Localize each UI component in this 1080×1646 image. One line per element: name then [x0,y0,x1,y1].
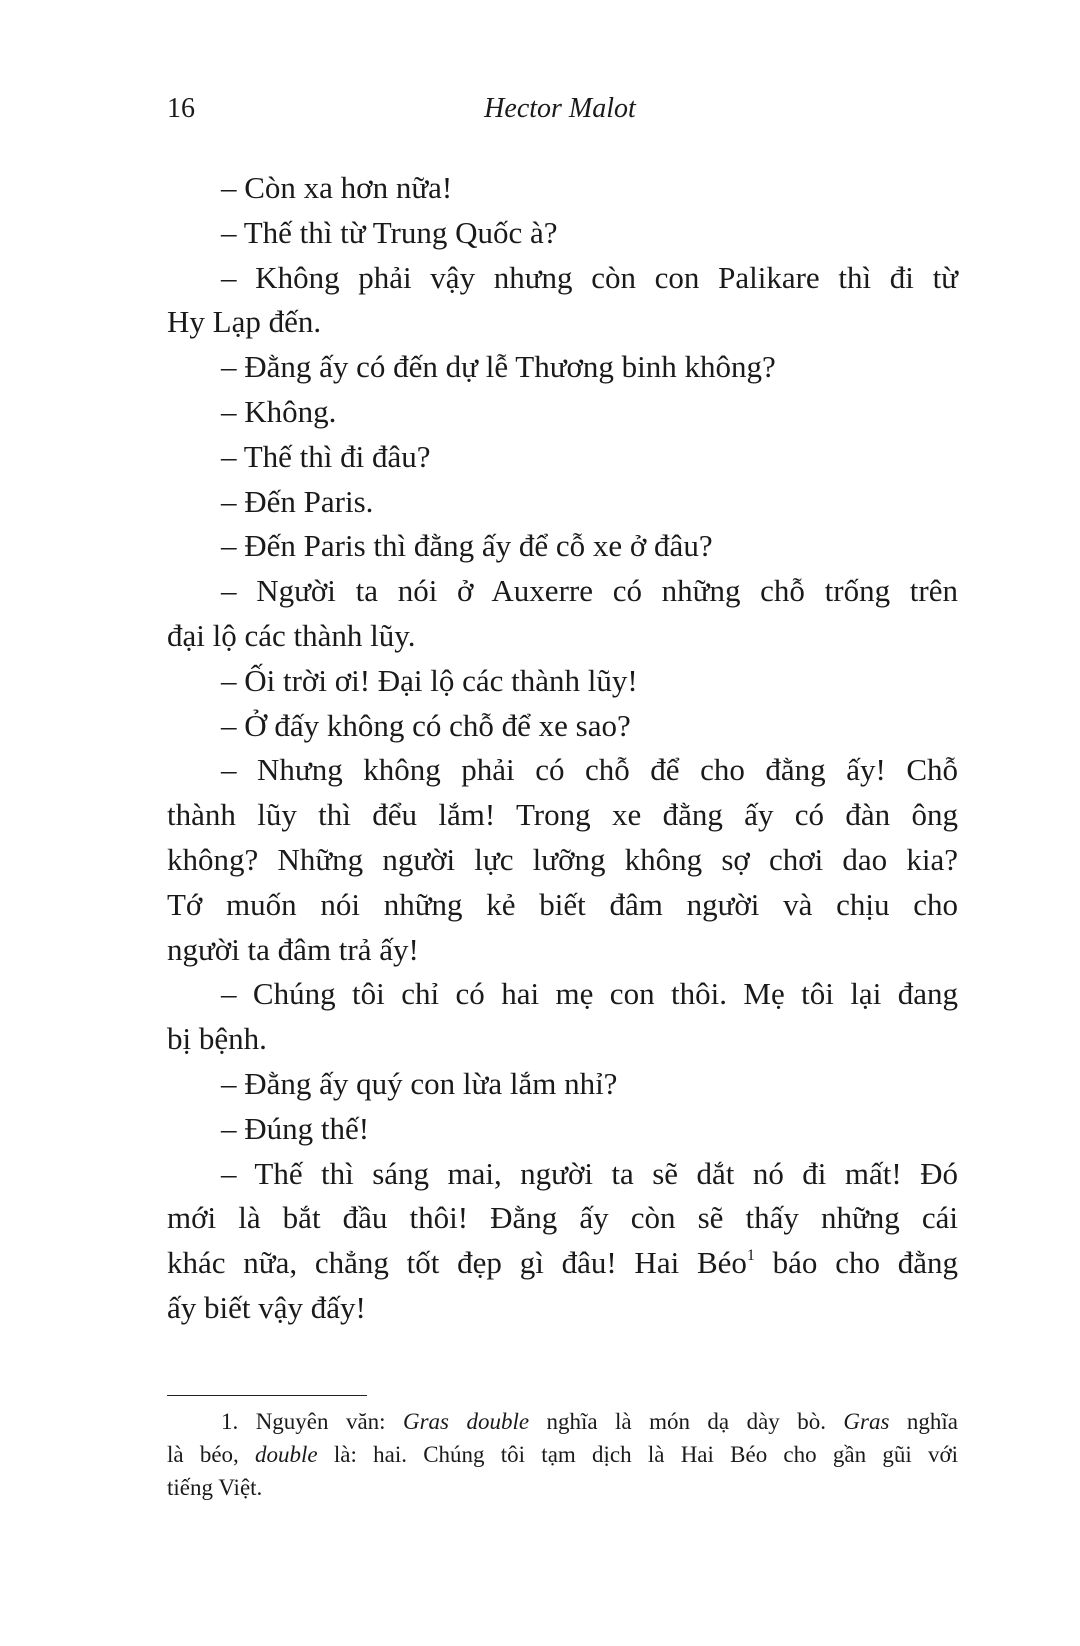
paragraph [167,569,958,659]
text-line: – Không phải vậy nhưng còn con Palikare thì đi từ [221,259,958,295]
footnote-line: là béo, double là: hai. Chúng tôi tạm dịch là Hai Béo cho gần gũi với [167,1442,959,1467]
text-line: không? Những người lực lưỡng không sợ chơi dao kia? [167,841,958,877]
text-line: – Thế thì sáng mai, người ta sẽ dắt nó đi mất! Đó [221,1155,958,1191]
paragraph [167,480,958,525]
text-line: bị bệnh. [167,1021,267,1057]
paragraph [167,704,958,749]
text-line: Hy Lạp đến. [167,304,322,340]
paragraph [167,748,958,972]
footnote-line: tiếng Việt. [167,1475,263,1500]
paragraph [167,390,958,435]
paragraph [167,659,958,704]
text-line: – Đúng thế! [221,1110,370,1146]
paragraph [167,972,958,1062]
paragraph [167,1062,958,1107]
text-line: mới là bắt đầu thôi! Đằng ấy còn sẽ thấy những cái [167,1200,958,1236]
text-line: khác nữa, chẳng tốt đẹp gì đâu! Hai Béo$^1$ báo cho đằng [167,1245,958,1281]
footnote-marker[interactable]: 1 [746,1247,755,1265]
text-line: – Đến Paris thì đằng ấy để cỗ xe ở đâu? [221,528,713,564]
paragraph [167,524,958,569]
text-line: đại lộ các thành lũy. [167,617,416,653]
text-line: – Đằng ấy quý con lừa lắm nhỉ? [221,1065,618,1101]
paragraph [167,211,958,256]
footnote [167,1405,958,1504]
text-line: – Đến Paris. [221,483,374,519]
text-line: – Ối trời ơi! Đại lộ các thành lũy! [221,662,638,698]
footnote-line: 1. Nguyên văn: Gras double nghĩa là món dạ dày bò. Gras nghĩa [221,1409,958,1434]
text-line: – Ở đấy không có chỗ để xe sao? [221,707,631,743]
paragraph [167,256,958,346]
page-number: 16 [167,93,195,124]
running-header-author: Hector Malot [484,93,636,124]
paragraph [167,1107,958,1152]
text-line: – Đằng ấy có đến dự lễ Thương binh không? [221,349,776,385]
text-line: người ta đâm trả ấy! [167,931,419,967]
text-line: – Nhưng không phải có chỗ để cho đằng ấy! Chỗ [221,752,958,788]
paragraph [167,166,958,211]
text-line: ấy biết vậy đấy! [167,1289,366,1325]
text-line: thành lũy thì đểu lắm! Trong xe đằng ấy có đàn ông [167,797,958,833]
text-line: – Không. [221,393,337,429]
text-line: – Thế thì đi đâu? [221,438,431,474]
footnote-divider [167,1395,367,1396]
paragraph [167,435,958,480]
paragraph [167,345,958,390]
text-line: – Chúng tôi chỉ có hai mẹ con thôi. Mẹ tôi lại đang [221,976,958,1012]
body-text [167,166,958,1331]
text-line: – Thế thì từ Trung Quốc à? [221,214,558,250]
paragraph [167,1152,958,1331]
text-line: – Người ta nói ở Auxerre có những chỗ trống trên [221,573,958,609]
text-line: Tớ muốn nói những kẻ biết đâm người và chịu cho [167,886,958,922]
text-line: – Còn xa hơn nữa! [221,170,453,205]
